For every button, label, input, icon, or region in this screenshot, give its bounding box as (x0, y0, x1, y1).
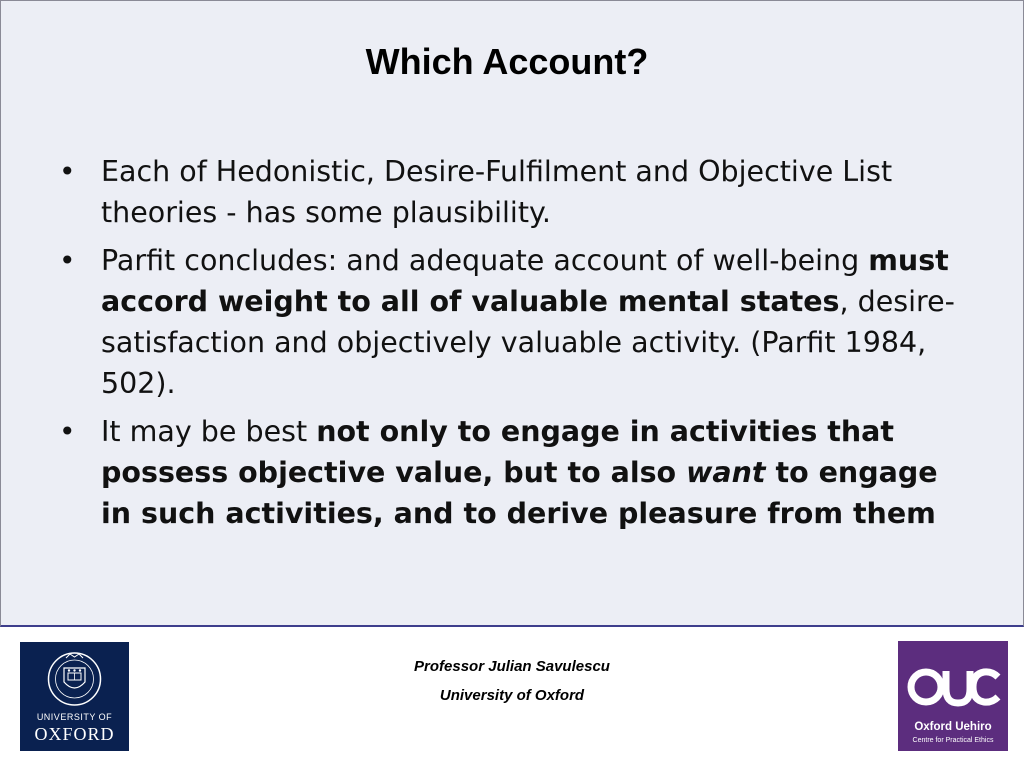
oxford-crest-icon (20, 646, 129, 712)
bullet-text-run: want (686, 456, 766, 489)
bullet-text-run: Parfit concludes: and adequate account of well-being (101, 244, 869, 277)
bullet-text-run: not only to engage in activities that possess objective value, but to also (101, 415, 894, 489)
bullet-text-run: , desire-satisfaction and objectively valuable activity. (Parfit 1984, 502). (101, 285, 955, 400)
bullet-item (57, 151, 957, 233)
bullet-dot-icon: • (59, 155, 76, 188)
slide-title: Which Account? (365, 41, 649, 82)
uehiro-logo-name: Oxford Uehiro (914, 721, 992, 733)
uehiro-mark-icon (904, 661, 1002, 713)
uehiro-logo (898, 641, 1008, 751)
bullet-text-run: Each of Hedonistic, Desire-Fulfilment and Objective List theories - has some plausibility. (101, 155, 893, 229)
bullet-dot-icon: • (59, 244, 76, 277)
uehiro-logo-subtitle: Centre for Practical Ethics (912, 737, 994, 744)
bullet-text-run: It may be best (101, 415, 317, 448)
bullet-dot-icon: • (59, 415, 76, 448)
bullet-item (57, 240, 957, 404)
bullet-list (57, 151, 957, 541)
bullet-text-run: must accord weight to all of valuable mental states (101, 244, 949, 318)
bullet-text-run: to engage in such activities, and to derive pleasure from them (101, 456, 938, 530)
bullet-item (57, 411, 957, 534)
oxford-logo-top-text: UNIVERSITY OF (36, 712, 113, 722)
oxford-logo (20, 642, 129, 751)
oxford-logo-main-text: OXFORD (34, 724, 115, 744)
footer-author: Professor Julian Savulescu (414, 658, 610, 675)
footer-institution: University of Oxford (439, 687, 585, 704)
